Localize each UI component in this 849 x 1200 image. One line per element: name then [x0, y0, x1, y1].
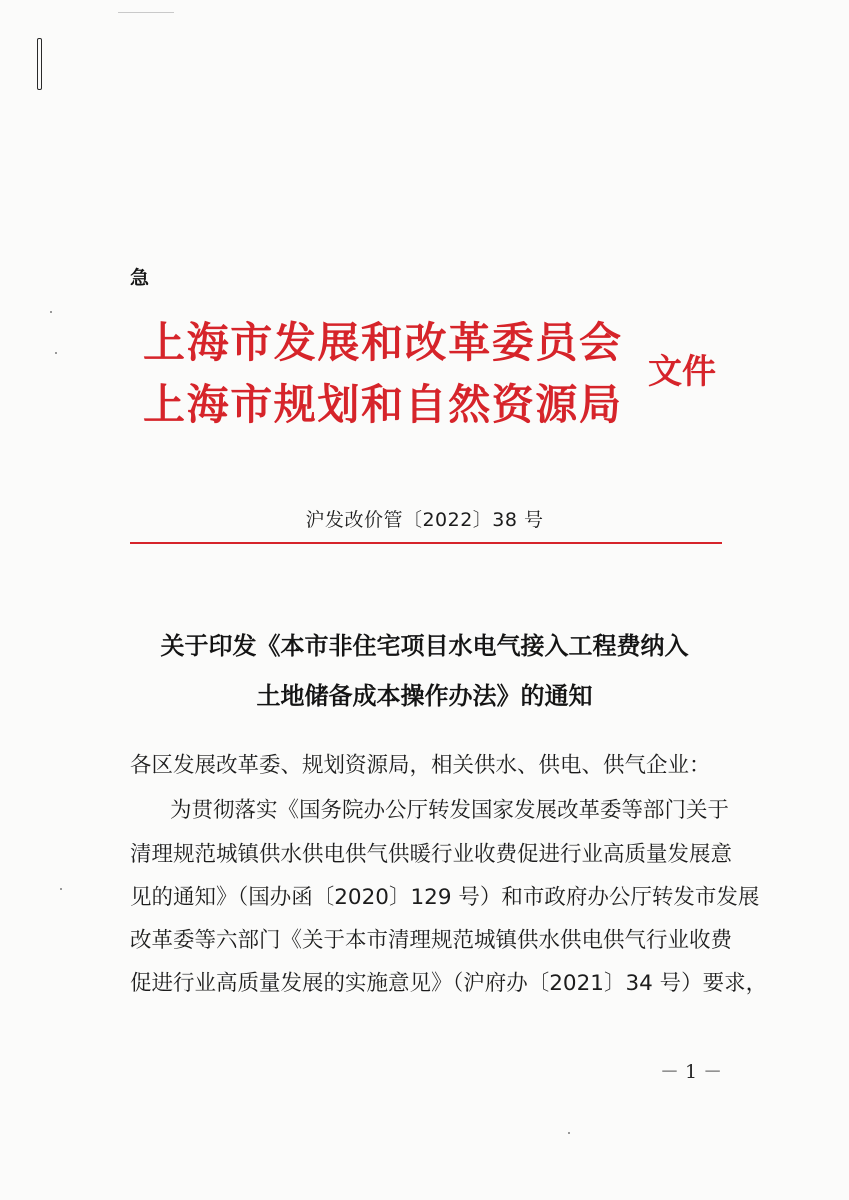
document-title-line-1: 关于印发《本市非住宅项目水电气接入工程费纳入 — [160, 632, 689, 660]
body-line-4: 改革委等六部门《关于本市清理规范城镇供水供电供气行业收费 — [130, 928, 733, 953]
body-line-1: 为贯彻落实《国务院办公厅转发国家发展改革委等部门关于 — [170, 798, 730, 823]
scan-speck — [60, 888, 62, 890]
body-line-2: 清理规范城镇供水供电供气供暖行业收费促进行业高质量发展意 — [130, 842, 733, 867]
urgency-mark: 急 — [130, 267, 150, 289]
body-line-3: 见的通知》（国办函〔2020〕129 号）和市政府办公厅转发市发展 — [130, 885, 760, 910]
issuer-name-1: 上海市发展和改革委员会 — [143, 318, 623, 367]
document-title-line-2: 土地储备成本操作办法》的通知 — [256, 682, 593, 710]
document-number: 沪发改价管〔2022〕38 号 — [305, 509, 544, 531]
scan-speck — [55, 352, 57, 354]
scan-speck — [568, 1132, 570, 1134]
header-divider — [130, 542, 722, 544]
salutation: 各区发展改革委、规划资源局，相关供水、供电、供气企业： — [130, 753, 711, 778]
scan-mark — [118, 12, 174, 13]
body-line-5: 促进行业高质量发展的实施意见》（沪府办〔2021〕34 号）要求， — [130, 971, 768, 996]
binding-mark — [37, 38, 42, 90]
issuer-name-2: 上海市规划和自然资源局 — [143, 380, 623, 429]
document-label: 文件 — [648, 352, 716, 392]
scan-speck — [50, 311, 52, 313]
page-number: － 1 － — [660, 1061, 723, 1083]
